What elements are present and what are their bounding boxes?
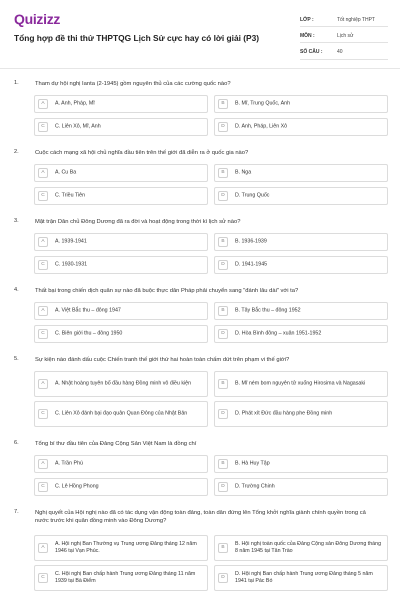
meta-label: MÔN : xyxy=(300,32,315,39)
question-item xyxy=(14,80,388,140)
option-d[interactable] xyxy=(214,325,388,343)
option-letter: D xyxy=(218,573,228,583)
option-a[interactable] xyxy=(34,95,208,113)
option-letter: C xyxy=(38,260,48,270)
option-b[interactable] xyxy=(214,455,388,473)
option-text: D. Anh, Pháp, Liên Xô xyxy=(235,123,288,130)
option-text: A. Việt Bắc thu – đông 1947 xyxy=(55,307,121,314)
option-text: D. 1941-1945 xyxy=(235,261,268,268)
option-letter: B xyxy=(218,99,228,109)
option-letter: C xyxy=(38,191,48,201)
option-text: B. Mĩ ném bom nguyên tử xuống Hirosima và Nagasaki xyxy=(235,380,366,387)
option-text: D. Trường Chinh xyxy=(235,483,275,490)
option-text: A. 1939-1941 xyxy=(55,238,87,245)
option-c[interactable] xyxy=(34,118,208,136)
option-text: B. Hội nghị toàn quốc của Đảng Cộng sản Đông Dương tháng 8 năm 1945 tại Tân Trào xyxy=(235,541,382,554)
option-letter: D xyxy=(218,260,228,270)
option-text: C. Hội nghị Ban chấp hành Trung ương Đảng tháng 11 năm 1939 tại Bà Điểm xyxy=(55,571,196,584)
option-c[interactable] xyxy=(34,478,208,496)
option-a[interactable] xyxy=(34,535,208,561)
question-number: 2. xyxy=(14,149,19,155)
option-text: C. Triều Tiên xyxy=(55,192,86,199)
question-number: 5. xyxy=(14,356,19,362)
option-b[interactable] xyxy=(214,535,388,561)
question-text: Sự kiện nào đánh dấu cuộc Chiến tranh thế giới thứ hai hoàn toàn chấm dứt trên phạm vi thế giới? xyxy=(35,357,290,363)
question-text: Cuộc cách mạng xã hội chủ nghĩa đầu tiên trên thế giới đã diễn ra ở quốc gia nào? xyxy=(35,150,249,156)
quizizz-logo: Quizizz xyxy=(14,11,61,27)
question-number: 7. xyxy=(14,509,19,515)
option-text: A. Cu Ba xyxy=(55,169,77,176)
question-item xyxy=(14,287,388,347)
option-letter: B xyxy=(218,306,228,316)
option-text: C. 1930-1931 xyxy=(55,261,88,268)
question-text: Mặt trận Dân chủ Đông Dương đã ra đời và hoạt động trong thời kì lịch sử nào? xyxy=(35,219,241,225)
meta-value: Lịch sử xyxy=(337,32,354,39)
meta-value: Tốt nghiệp THPT xyxy=(337,16,375,23)
option-d[interactable] xyxy=(214,565,388,591)
option-c[interactable] xyxy=(34,256,208,274)
option-letter: D xyxy=(218,122,228,132)
option-text: B. Hà Huy Tập xyxy=(235,460,270,467)
option-text: B. Mĩ, Trung Quốc, Anh xyxy=(235,100,291,107)
option-text: D. Phát xít Đức đầu hàng phe Đồng minh xyxy=(235,410,333,417)
option-a[interactable] xyxy=(34,371,208,397)
option-text: C. Liên Xô, Mĩ, Anh xyxy=(55,123,101,130)
option-a[interactable] xyxy=(34,455,208,473)
option-letter: B xyxy=(218,379,228,389)
option-d[interactable] xyxy=(214,401,388,427)
question-item xyxy=(14,509,388,600)
option-text: D. Hòa Bình đông – xuân 1951-1952 xyxy=(235,330,322,337)
option-letter: A xyxy=(38,168,48,178)
option-letter: D xyxy=(218,409,228,419)
option-a[interactable] xyxy=(34,164,208,182)
option-text: B. 1936-1939 xyxy=(235,238,267,245)
option-b[interactable] xyxy=(214,302,388,320)
question-text: Nghị quyết của Hội nghị nào đã có tác dụng vận động toàn đảng, toàn dân đứng lên Tổng khởi nghĩa giành chính quyền trong cả nước trước khi quân đồng minh vào Đông Dương? xyxy=(35,510,366,525)
option-letter: B xyxy=(218,168,228,178)
option-letter: B xyxy=(218,543,228,553)
option-letter: A xyxy=(38,543,48,553)
worksheet-meta xyxy=(300,13,388,62)
question-text: Thất bại trong chiến dịch quân sự nào đã buộc thực dân Pháp phải chuyển sang "đánh lâu dài" với ta? xyxy=(35,288,299,294)
question-item xyxy=(14,218,388,278)
header-divider xyxy=(0,68,400,69)
option-text: A. Nhật hoàng tuyên bố đầu hàng Đồng minh vô điều kiện xyxy=(55,380,192,387)
option-text: B. Tây Bắc thu – đông 1952 xyxy=(235,307,301,314)
option-letter: A xyxy=(38,379,48,389)
question-text: Tổng bí thư đầu tiên của Đảng Cộng Sản Việt Nam là đồng chí xyxy=(35,441,197,447)
option-b[interactable] xyxy=(214,164,388,182)
option-letter: C xyxy=(38,482,48,492)
question-item xyxy=(14,356,388,436)
option-text: C. Biên giới thu – đông 1950 xyxy=(55,330,123,337)
option-letter: D xyxy=(218,482,228,492)
option-letter: D xyxy=(218,191,228,201)
option-c[interactable] xyxy=(34,401,208,427)
question-item xyxy=(14,440,388,500)
meta-label: LỚP : xyxy=(300,16,314,23)
option-d[interactable] xyxy=(214,118,388,136)
option-text: C. Lê Hồng Phong xyxy=(55,483,99,490)
option-letter: A xyxy=(38,459,48,469)
option-c[interactable] xyxy=(34,325,208,343)
question-text: Tham dự hội nghị Ianta (2-1945) gồm nguyên thủ của các cường quốc nào? xyxy=(35,81,231,87)
question-number: 1. xyxy=(14,80,19,86)
option-text: D. Trung Quốc xyxy=(235,192,270,199)
meta-row-subject xyxy=(300,29,388,43)
option-d[interactable] xyxy=(214,187,388,205)
option-c[interactable] xyxy=(34,565,208,591)
option-letter: C xyxy=(38,329,48,339)
meta-value: 40 xyxy=(337,49,343,56)
question-number: 3. xyxy=(14,218,19,224)
option-letter: B xyxy=(218,459,228,469)
option-text: A. Anh, Pháp, Mĩ xyxy=(55,100,95,107)
question-number: 6. xyxy=(14,440,19,446)
option-c[interactable] xyxy=(34,187,208,205)
option-letter: C xyxy=(38,409,48,419)
option-letter: A xyxy=(38,237,48,247)
option-letter: C xyxy=(38,122,48,132)
option-d[interactable] xyxy=(214,478,388,496)
option-text: A. Trần Phú xyxy=(55,460,83,467)
option-letter: A xyxy=(38,306,48,316)
option-d[interactable] xyxy=(214,256,388,274)
meta-row-class xyxy=(300,13,388,27)
question-number: 4. xyxy=(14,287,19,293)
option-text: B. Nga xyxy=(235,169,252,176)
option-letter: D xyxy=(218,329,228,339)
option-text: D. Hội nghị Ban chấp hành Trung ương Đảng tháng 5 năm 1941 tại Pác Bó xyxy=(235,571,373,584)
option-b[interactable] xyxy=(214,95,388,113)
meta-row-count xyxy=(300,46,388,60)
option-a[interactable] xyxy=(34,302,208,320)
option-a[interactable] xyxy=(34,233,208,251)
option-b[interactable] xyxy=(214,371,388,397)
option-text: A. Hội nghị Ban Thường vụ Trung ương Đảng tháng 12 năm 1946 tại Vạn Phúc. xyxy=(55,541,197,554)
meta-label: SỐ CÂU : xyxy=(300,49,323,56)
question-item xyxy=(14,149,388,209)
option-letter: A xyxy=(38,99,48,109)
option-letter: B xyxy=(218,237,228,247)
option-letter: C xyxy=(38,573,48,583)
worksheet-header xyxy=(0,0,400,64)
option-text: C. Liên Xô đánh bại đạo quân Quan Đông của Nhật Bản xyxy=(55,410,188,417)
option-b[interactable] xyxy=(214,233,388,251)
page-title: Tổng hợp đề thi thử THPTQG Lịch Sử cực hay có lời giải (P3) xyxy=(14,33,260,43)
